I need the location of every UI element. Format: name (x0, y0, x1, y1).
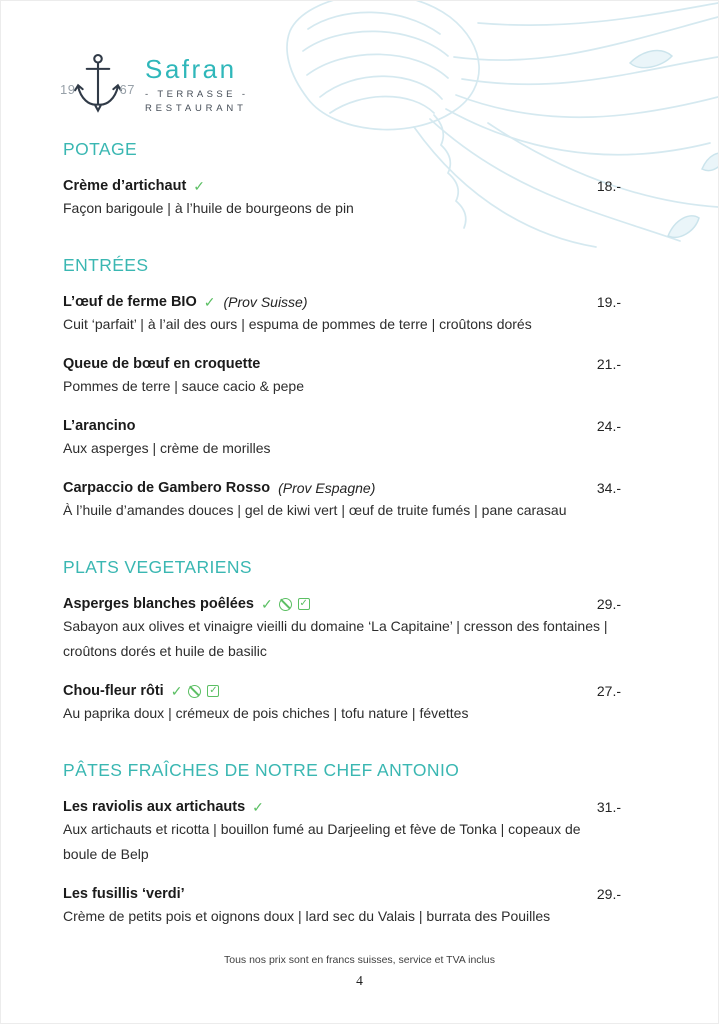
menu-item (63, 356, 621, 397)
prohibition-icon (188, 685, 201, 698)
item-name: Asperges blanches poêlées (63, 596, 254, 612)
section-heading: POTAGE (63, 139, 138, 159)
item-name: Crème d’artichaut (63, 178, 187, 194)
item-provenance: (Prov Suisse) (223, 294, 308, 310)
item-name: Queue de bœuf en croquette (63, 356, 261, 372)
menu-item (63, 799, 621, 865)
item-price: 29.- (596, 596, 621, 612)
check-icon: ✓ (193, 178, 206, 194)
logo-year-right: 67 (119, 82, 135, 97)
item-description: Aux artichauts et ricotta | bouillon fumé au Darjeeling et fève de Tonka | copeaux de (63, 821, 581, 837)
page-number: 4 (356, 973, 363, 988)
brand-tagline-terrasse: - TERRASSE - (145, 89, 249, 100)
menu-item (63, 178, 621, 219)
anchor-logo (60, 45, 135, 119)
section-pates-fraiches (63, 760, 621, 927)
check-icon: ✓ (170, 683, 183, 699)
item-name: L’arancino (63, 418, 136, 434)
logo-year-left: 19 (60, 82, 76, 97)
item-price: 34.- (596, 480, 621, 496)
prohibition-icon (279, 598, 292, 611)
item-price: 24.- (596, 418, 621, 434)
item-description: Façon barigoule | à l’huile de bourgeons de pin (63, 200, 354, 216)
menu-item (63, 596, 621, 662)
item-price: 19.- (596, 294, 621, 310)
item-description: À l’huile d’amandes douces | gel de kiwi vert | œuf de truite fumés | pane carasau (63, 502, 567, 518)
item-provenance: (Prov Espagne) (278, 480, 376, 496)
menu-item (63, 480, 621, 521)
item-description: Au paprika doux | crémeux de pois chiches | tofu nature | févettes (63, 705, 469, 721)
menu-item (63, 683, 621, 724)
price-disclaimer: Tous nos prix sont en francs suisses, service et TVA inclus (224, 954, 495, 966)
section-heading: PÂTES FRAÎCHES DE NOTRE CHEF ANTONIO (63, 760, 460, 780)
item-description: Sabayon aux olives et vinaigre vieilli du domaine ‘La Capitaine’ | cresson des fontaines | (63, 618, 608, 634)
item-price: 29.- (596, 886, 621, 902)
item-name: L’œuf de ferme BIO (63, 294, 197, 310)
anchor-icon (74, 45, 122, 119)
item-description: Crème de petits pois et oignons doux | lard sec du Valais | burrata des Pouilles (63, 908, 551, 924)
item-description: Pommes de terre | sauce cacio & pepe (63, 378, 304, 394)
item-name: Carpaccio de Gambero Rosso (63, 480, 271, 496)
menu-item (63, 418, 621, 459)
brand-name: Safran (145, 54, 237, 84)
item-price: 31.- (596, 799, 621, 815)
checkbox-icon: ✓ (209, 685, 218, 696)
item-price: 18.- (596, 178, 621, 194)
section-heading: PLATS VEGETARIENS (63, 557, 252, 577)
section-potage (63, 139, 621, 219)
item-price: 21.- (596, 356, 621, 372)
item-name: Chou-fleur rôti (63, 683, 164, 699)
item-name: Les fusillis ‘verdi’ (63, 886, 185, 902)
item-description: boule de Belp (63, 846, 149, 862)
item-description: Aux asperges | crème de morilles (63, 440, 271, 456)
item-price: 27.- (596, 683, 621, 699)
checkbox-icon: ✓ (299, 598, 308, 609)
page-footer (1, 954, 718, 989)
item-name: Les raviolis aux artichauts (63, 799, 246, 815)
section-heading: ENTRÉES (63, 255, 149, 275)
menu-item (63, 294, 621, 335)
menu-item (63, 886, 621, 927)
brand-tagline-restaurant: RESTAURANT (145, 103, 247, 114)
item-description: Cuit ‘parfait’ | à l’ail des ours | espuma de pommes de terre | croûtons dorés (63, 316, 532, 332)
check-icon: ✓ (261, 596, 273, 612)
section-entrees (63, 255, 621, 521)
check-icon: ✓ (203, 294, 216, 310)
restaurant-logo (60, 1, 621, 119)
item-description: croûtons dorés et huile de basilic (63, 643, 267, 659)
section-plats-vegetariens (63, 557, 621, 724)
check-icon: ✓ (252, 799, 264, 815)
